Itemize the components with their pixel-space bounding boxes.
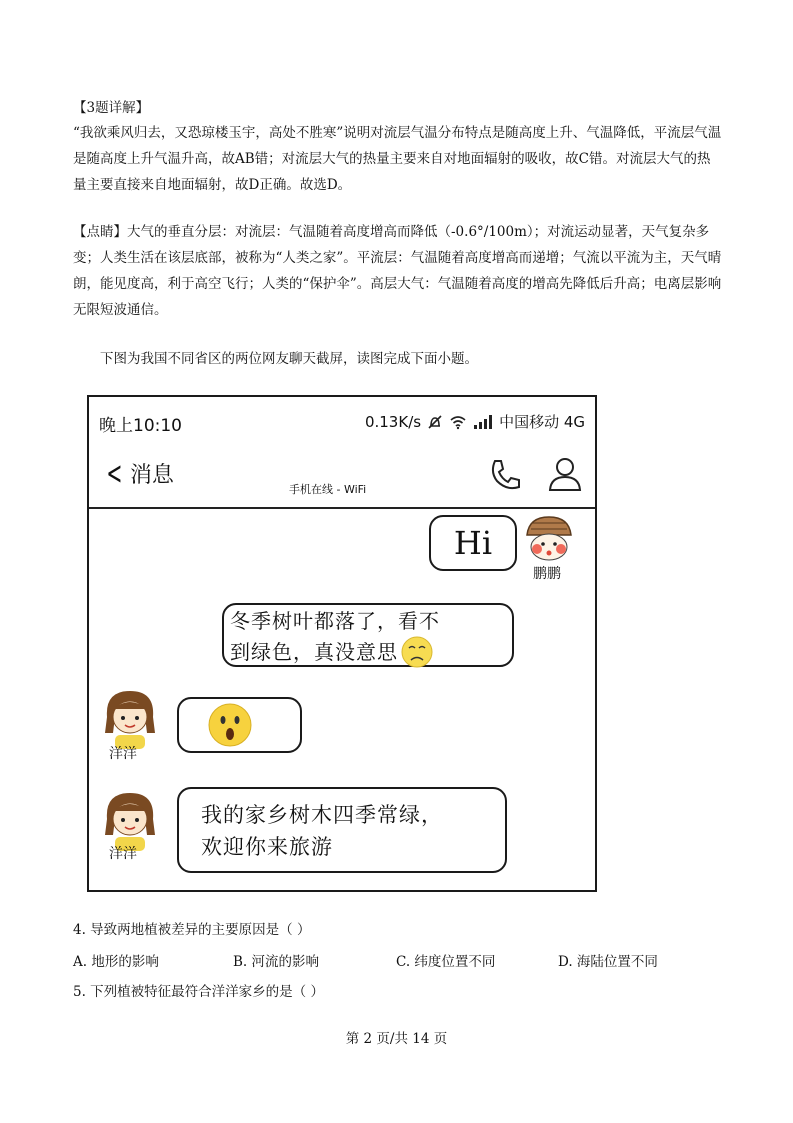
surprised-message-bubble [177,697,302,753]
chevron-left-icon: < [106,454,123,492]
yangyang-name-2: 洋洋 [109,846,137,862]
option-b: B. 河流的影响 [233,954,320,970]
yangyang-avatar-2 [99,789,161,851]
signal-icon [473,414,493,430]
pengpeng-avatar [521,515,577,561]
intro-text: 下图为我国不同省区的两位网友聊天截屏，读图完成下面小题。 [100,351,478,367]
page-footer: 第 2 页/共 14 页 [345,1031,448,1047]
status-bar-right [365,411,585,432]
winter-message-line-2: 到绿色，真没意思 [230,640,398,664]
option-a: A. 地形的影响 [73,954,159,970]
surprised-emoji-icon [205,700,255,750]
chat-screenshot [87,395,597,892]
user-profile-icon[interactable] [547,455,583,493]
online-status: 手机在线 - WiFi [289,483,367,496]
yangyang-avatar-1 [99,687,161,749]
yangyang-name-1: 洋洋 [109,746,137,762]
phone-call-icon[interactable] [487,457,523,493]
tip-body: 【点睛】大气的垂直分层：对流层：气温随着高度增高而降低（-0.6°/100m）；对流运动显著，天气复杂多变；人类生活在该层底部，被称为“人类之家”。平流层：气温随着高度增高而递增；气流以平流为主，天气晴朗，能见度高，利于高空飞行；人类的“保护伞”。高层大气：气温随着高度的增高先降低后升高；电离层影响无限短波通信。 [73,224,722,318]
hi-message-bubble: Hi [429,515,517,571]
status-speed: 0.13K/s [364,412,422,431]
wifi-icon [449,414,467,430]
hometown-message-line-1: 我的家乡树木四季常绿， [201,803,443,827]
explanation-body: “我欲乘风归去，又恐琼楼玉宇，高处不胜寒”说明对流层气温分布特点是随高度上升、气温降低，平流层气温是随高度上升气温升高，故AB错；对流层大气的热量主要来自对地面辐射的吸收，故C错。对流层大气的热量主要直接来自地面辐射，故D正确。故选D。 [73,125,722,193]
pengpeng-name: 鹏鹏 [533,566,561,582]
back-button[interactable] [101,454,174,492]
winter-message-bubble [222,603,514,667]
back-label: 消息 [129,462,174,488]
header-divider [89,507,595,509]
winter-message-line-1: 冬季树叶都落了，看不 [230,609,440,633]
mute-bell-icon [427,414,443,430]
option-c: C. 纬度位置不同 [396,954,496,970]
sad-emoji-icon [400,635,434,669]
hometown-message-bubble [177,787,507,873]
question-4: 4. 导致两地植被差异的主要原因是（ ） [73,922,311,938]
option-d: D. 海陆位置不同 [558,954,658,970]
carrier-label: 中国移动 4G [499,413,585,431]
question-5: 5. 下列植被特征最符合洋洋家乡的是（ ） [73,984,324,1000]
explanation-heading: 【3题详解】 [73,100,150,116]
status-time: 晚上10:10 [99,416,182,436]
hometown-message-line-2: 欢迎你来旅游 [201,835,333,859]
